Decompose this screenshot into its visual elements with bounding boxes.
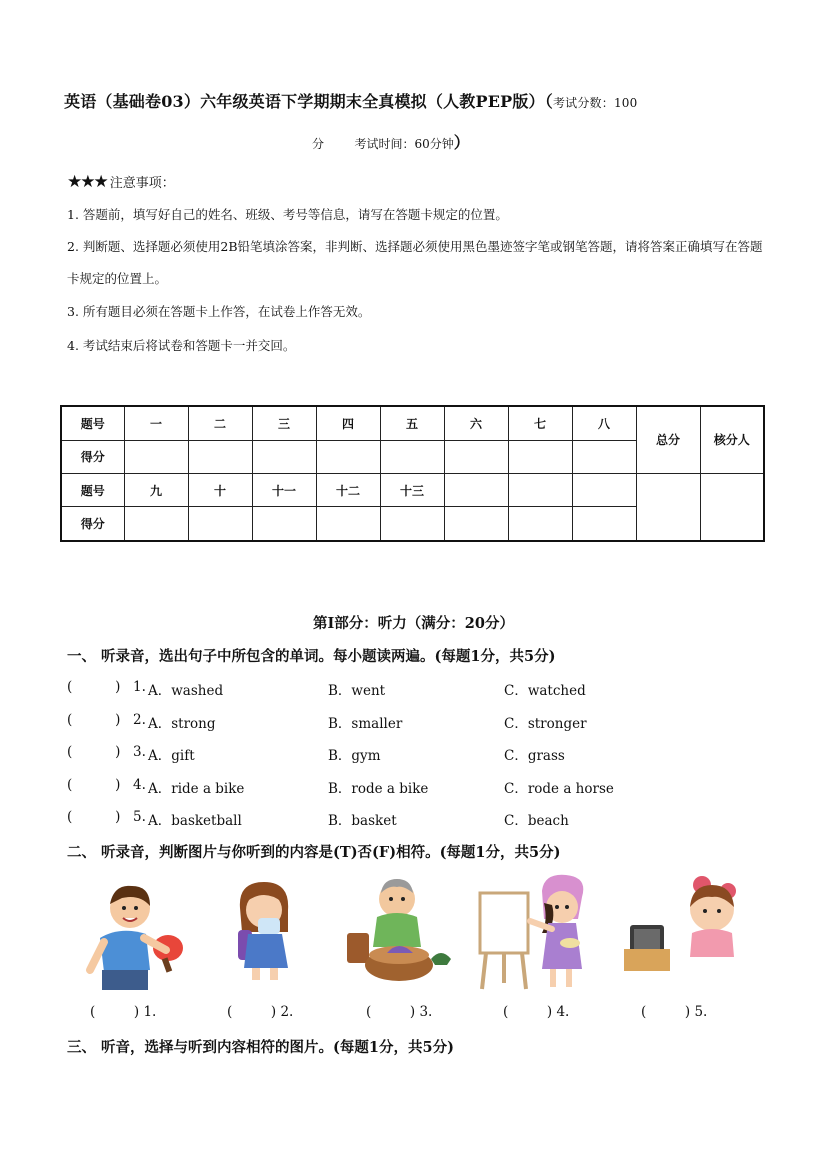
total-score-cell[interactable] bbox=[636, 473, 700, 541]
table-cell: 三 bbox=[252, 406, 316, 440]
picture-answer[interactable]: ( ) 2. bbox=[227, 1004, 294, 1020]
row-label-score: 得分 bbox=[61, 440, 124, 473]
exam-title bbox=[64, 88, 764, 117]
answer-paren[interactable]: ( ) bbox=[67, 712, 121, 728]
option-a[interactable]: A．strong bbox=[148, 716, 216, 732]
picture-answer[interactable]: ( ) 1. bbox=[90, 1004, 157, 1020]
answer-paren[interactable]: ( ) bbox=[67, 679, 121, 695]
option-b[interactable]: B．rode a bike bbox=[328, 781, 429, 797]
option-c[interactable]: C．beach bbox=[504, 813, 569, 829]
table-cell: 十一 bbox=[252, 473, 316, 506]
picture-boy-table-tennis bbox=[80, 878, 190, 993]
score-cell bbox=[572, 507, 636, 541]
question-number: 4. bbox=[133, 777, 146, 793]
star-icon: ★★★ bbox=[67, 172, 107, 192]
picture-answer[interactable]: ( ) 4. bbox=[503, 1004, 570, 1020]
table-cell: 十 bbox=[188, 473, 252, 506]
score-cell[interactable] bbox=[444, 440, 508, 473]
notice-heading bbox=[67, 172, 175, 192]
answer-paren[interactable]: ( ) bbox=[67, 777, 121, 793]
score-cell[interactable] bbox=[124, 440, 188, 473]
row-label-number: 题号 bbox=[61, 406, 124, 440]
picture-answer[interactable]: ( ) 3. bbox=[366, 1004, 433, 1020]
row-label-score: 得分 bbox=[61, 507, 124, 541]
table-cell: 十三 bbox=[380, 473, 444, 506]
score-cell[interactable] bbox=[380, 440, 444, 473]
score-cell bbox=[444, 507, 508, 541]
picture-girl-sneezing bbox=[228, 878, 303, 983]
table-cell: 二 bbox=[188, 406, 252, 440]
option-b[interactable]: B．basket bbox=[328, 813, 397, 829]
notice-item: 3. 所有题目必须在答题卡上作答，在试卷上作答无效。 bbox=[67, 304, 371, 319]
table-row bbox=[61, 406, 764, 440]
row-label-number: 题号 bbox=[61, 473, 124, 506]
total-score-header: 总分 bbox=[636, 406, 700, 473]
notice-item: 4. 考试结束后将试卷和答题卡一并交回。 bbox=[67, 338, 296, 353]
score-cell[interactable] bbox=[124, 507, 188, 541]
option-b[interactable]: B．gym bbox=[328, 748, 381, 764]
table-cell bbox=[572, 473, 636, 506]
option-a[interactable]: A．basketball bbox=[148, 813, 242, 829]
title-main: 英语（基础卷03）六年级英语下学期期末全真模拟（人教PEP版）（ bbox=[64, 92, 553, 111]
notice-item: 1. 答题前，填写好自己的姓名、班级、考号等信息，请写在答题卡规定的位置。 bbox=[67, 207, 508, 222]
title-meta-score: 考试分数：100 bbox=[552, 96, 638, 110]
table-cell: 六 bbox=[444, 406, 508, 440]
score-cell[interactable] bbox=[252, 507, 316, 541]
table-cell: 四 bbox=[316, 406, 380, 440]
notice-heading-label: 注意事项： bbox=[109, 176, 175, 191]
option-a[interactable]: A．washed bbox=[148, 683, 224, 699]
notice-item: 2. 判断题、选择题必须使用2B铅笔填涂答案，非判断、选择题必须使用黑色墨迹签字笔或钢笔答题，请将答案正确填写在答题卡规定的位置上。 bbox=[67, 239, 763, 286]
score-cell[interactable] bbox=[572, 440, 636, 473]
question-number: 1. bbox=[133, 679, 146, 695]
option-c[interactable]: C．stronger bbox=[504, 716, 587, 732]
table-cell: 十二 bbox=[316, 473, 380, 506]
table-cell: 九 bbox=[124, 473, 188, 506]
picture-girl-tv bbox=[620, 873, 740, 975]
option-a[interactable]: A．ride a bike bbox=[148, 781, 245, 797]
score-cell[interactable] bbox=[316, 507, 380, 541]
option-c[interactable]: C．watched bbox=[504, 683, 586, 699]
table-row bbox=[61, 473, 764, 506]
section-1-heading: 一、 听录音，选出句子中所包含的单词。每小题读两遍。(每题1分，共5分) bbox=[67, 648, 556, 665]
picture-girl-painting bbox=[478, 873, 593, 991]
answer-paren[interactable]: ( ) bbox=[67, 744, 121, 760]
option-b[interactable]: B．smaller bbox=[328, 716, 403, 732]
option-c[interactable]: C．rode a horse bbox=[504, 781, 614, 797]
title-close: ） bbox=[453, 133, 470, 152]
question-number: 3. bbox=[133, 744, 146, 760]
score-cell[interactable] bbox=[188, 507, 252, 541]
score-cell bbox=[508, 507, 572, 541]
score-cell[interactable] bbox=[252, 440, 316, 473]
score-cell[interactable] bbox=[508, 440, 572, 473]
picture-answer[interactable]: ( ) 5. bbox=[641, 1004, 708, 1020]
table-cell: 一 bbox=[124, 406, 188, 440]
section-3-heading: 三、 听音，选择与听到内容相符的图片。(每题1分，共5分) bbox=[67, 1039, 454, 1056]
option-a[interactable]: A．gift bbox=[148, 748, 195, 764]
section-2-heading: 二、 听录音，判断图片与你听到的内容是(T)否(F)相符。(每题1分，共5分) bbox=[67, 844, 561, 861]
option-c[interactable]: C．grass bbox=[504, 748, 565, 764]
option-b[interactable]: B．went bbox=[328, 683, 386, 699]
score-cell[interactable] bbox=[188, 440, 252, 473]
question-number: 2. bbox=[133, 712, 146, 728]
answer-paren[interactable]: ( ) bbox=[67, 809, 121, 825]
score-table bbox=[60, 405, 765, 542]
table-cell: 七 bbox=[508, 406, 572, 440]
title-meta-time: 分 考试时间：60分钟 bbox=[312, 137, 454, 151]
score-cell[interactable] bbox=[380, 507, 444, 541]
title-line-2 bbox=[312, 130, 470, 153]
checker-cell[interactable] bbox=[700, 473, 764, 541]
checker-header: 核分人 bbox=[700, 406, 764, 473]
question-number: 5. bbox=[133, 809, 146, 825]
table-cell: 五 bbox=[380, 406, 444, 440]
picture-grandpa-washing bbox=[343, 873, 455, 991]
table-cell bbox=[444, 473, 508, 506]
table-cell: 八 bbox=[572, 406, 636, 440]
score-cell[interactable] bbox=[316, 440, 380, 473]
part-title: 第Ⅰ部分：听力（满分：20分） bbox=[313, 615, 514, 632]
table-cell bbox=[508, 473, 572, 506]
